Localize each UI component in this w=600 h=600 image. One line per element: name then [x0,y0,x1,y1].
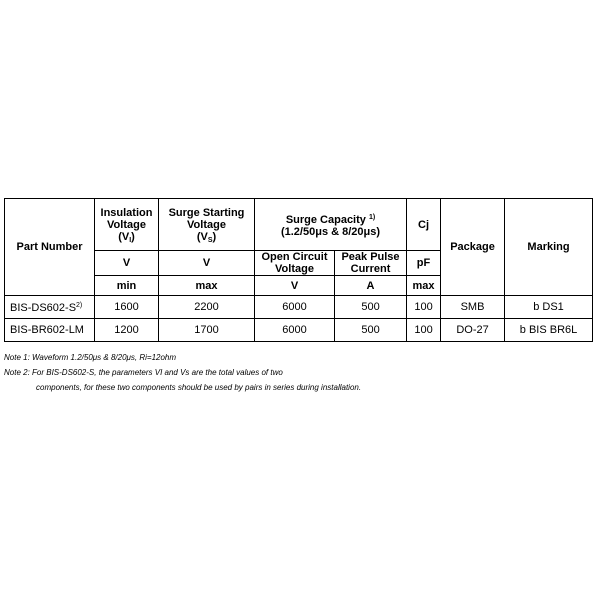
part-note: 2) [76,302,83,309]
insulation-sub: I [129,236,132,244]
surge-start-cell: 2200 [159,296,255,319]
header-cj: Cj [407,199,441,251]
marking-cell: b BIS BR6L [505,319,593,342]
part-number: BIS-BR602-LM [10,324,84,336]
part-number-cell [5,319,95,342]
unit-peak-pulse: A [335,276,407,296]
table-row [5,319,593,342]
insulation-symbol: (V [118,230,130,243]
package-cell: SMB [441,296,505,319]
part-number-cell [5,296,95,319]
table-row [5,296,593,319]
header-peak-pulse: Peak Pulse Current [335,251,407,276]
unit-cj: pF [407,251,441,276]
insulation-cell: 1600 [95,296,159,319]
surge-sub: S [207,236,213,244]
open-circuit-cell: 6000 [255,296,335,319]
marking-cell: b DS1 [505,296,593,319]
insulation-cell: 1200 [95,319,159,342]
header-row [5,199,593,251]
header-package: Package [441,199,505,296]
peak-pulse-cell: 500 [335,296,407,319]
part-number: BIS-DS602-S [10,302,77,314]
surge-close: ) [212,230,217,243]
header-insulation-voltage [95,199,159,251]
unit-surge-start: V [159,251,255,276]
note-2-continuation: components, for these two components should be used by pairs in series during installation. [36,383,362,392]
surge-symbol: (V [196,230,208,243]
surge-starting-label: Surge Starting Voltage [168,206,245,231]
insulation-voltage-label: Insulation Voltage [100,206,153,231]
header-surge-starting [159,199,255,251]
header-part-number: Part Number [5,199,95,296]
header-open-circuit: Open Circuit Voltage [255,251,335,276]
surge-capacity-label: Surge Capacity [285,213,366,226]
surge-capacity-wave: (1.2/50μs & 8/20μs) [280,225,381,238]
surge-start-cell: 1700 [159,319,255,342]
peak-pulse-cell: 500 [335,319,407,342]
spec-table [4,198,593,342]
package-cell: DO-27 [441,319,505,342]
cj-cell: 100 [407,296,441,319]
unit-open-circuit: V [255,276,335,296]
notes [4,350,592,395]
limit-cj: max [407,276,441,296]
open-circuit-cell: 6000 [255,319,335,342]
note-1: Note 1: Waveform 1.2/50μs & 8/20μs, Ri=12ohm [4,353,177,362]
insulation-close: ) [131,230,135,243]
surge-capacity-note: 1) [368,213,376,221]
header-surge-capacity [255,199,407,251]
limit-insulation: min [95,276,159,296]
note-2: Note 2: For BIS-DS602-S, the parameters VI and Vs are the total values of two [4,368,283,377]
cj-cell: 100 [407,319,441,342]
header-marking: Marking [505,199,593,296]
limit-surge-start: max [159,276,255,296]
unit-insulation: V [95,251,159,276]
